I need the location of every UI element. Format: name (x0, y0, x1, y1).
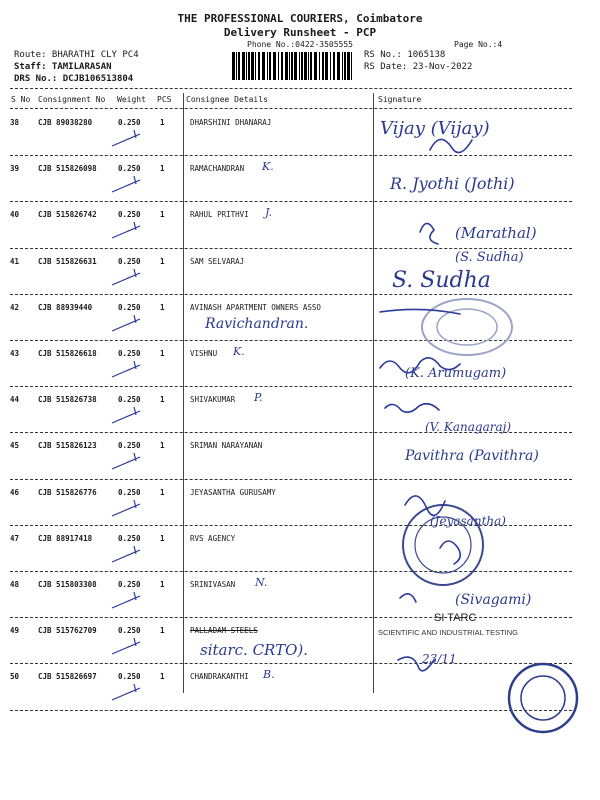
row-sno: 39 (10, 164, 20, 174)
row-consignee: RVS AGENCY (190, 533, 236, 543)
handwritten-signature: S. Sudha (392, 268, 491, 293)
company-title: THE PROFESSIONAL COURIERS, Coimbatore (177, 12, 423, 25)
row-consignment-no: CJB 515826098 (38, 164, 97, 174)
handwritten-signature: (Jeyasantha) (430, 514, 506, 528)
row-consignment-no: CJB 515803308 (38, 580, 97, 589)
row-sno: 47 (10, 533, 20, 543)
handwritten-date: 23/11 (422, 652, 457, 666)
row-consignee: RAMACHANDRAN (190, 164, 245, 174)
row-pcs: 1 (160, 349, 165, 358)
document-subtitle: Delivery Runsheet - PCP (223, 26, 377, 39)
row-pcs: 1 (160, 164, 165, 174)
row-consignee: SAM SELVARAJ (190, 256, 245, 266)
row-sno: 44 (10, 395, 20, 405)
row-consignment-no: CJB 515762709 (38, 626, 97, 636)
col-weight: Weight (117, 95, 146, 104)
handwritten-signature: (Sivagami) (455, 592, 532, 608)
row-sno: 45 (10, 441, 20, 451)
company-stamp-line: SCIENTIFIC AND INDUSTRIAL TESTING (378, 628, 519, 637)
col-consignee: Consignee Details (186, 95, 268, 104)
handwritten-signature: (V. Kanagaraj) (425, 420, 512, 434)
row-sno: 43 (10, 349, 20, 358)
row-sno: 41 (10, 256, 20, 266)
row-weight: 0.250 (118, 626, 141, 636)
row-consignment-no: CJB 515826738 (38, 395, 97, 405)
row-weight: 0.250 (118, 441, 141, 451)
row-pcs: 1 (160, 533, 165, 543)
row-consignee: SRINIVASAN (190, 580, 236, 589)
col-signature: Signature (378, 95, 422, 104)
col-consignment: Consignment No (38, 95, 106, 104)
handwritten-initial: K. (262, 160, 274, 173)
row-weight: 0.250 (118, 487, 141, 497)
row-sno: 50 (10, 672, 20, 682)
row-consignee: AVINASH APARTMENT OWNERS ASSO (190, 302, 321, 312)
handwritten-note: sitarc. CRTO). (200, 641, 309, 659)
row-consignee: CHANDRAKANTHI (190, 672, 249, 682)
row-pcs: 1 (160, 302, 165, 312)
company-stamp-name: SI TARC (434, 612, 477, 624)
row-weight: 0.250 (118, 256, 141, 266)
row-weight: 0.250 (118, 210, 141, 220)
col-sno: S No (11, 95, 31, 104)
row-consignment-no: CJB 89038280 (38, 118, 93, 127)
handwritten-signature: Pavithra (Pavithra) (405, 448, 539, 464)
handwritten-signature: (Marathal) (455, 224, 537, 242)
row-consignee: JEYASANTHA GURUSAMY (190, 487, 276, 497)
row-consignee: SRIMAN NARAYANAN (190, 441, 263, 451)
row-sno: 46 (10, 487, 20, 497)
row-consignment-no: CJB 88917418 (38, 533, 93, 543)
row-consignment-no: CJB 515826123 (38, 441, 97, 451)
staff: Staff: TAMILARASAN (14, 62, 112, 72)
row-sno: 40 (10, 210, 20, 220)
handwritten-signature: R. Jyothi (Jothi) (390, 174, 515, 193)
handwritten-initial: J. (265, 206, 273, 219)
row-consignee: RAHUL PRITHVI (190, 210, 249, 220)
rs-number: RS No.: 1065138 (364, 50, 446, 60)
row-weight: 0.250 (118, 164, 141, 174)
row-consignment-no: CJB 515826776 (38, 487, 97, 497)
row-consignment-no: CJB 88939440 (38, 302, 93, 312)
rs-date: RS Date: 23-Nov-2022 (364, 62, 473, 72)
row-consignment-no: CJB 515826631 (38, 256, 97, 266)
row-consignee: VISHNU (190, 349, 218, 358)
row-consignee: SHIVAKUMAR (190, 395, 236, 405)
handwritten-initial: P. (254, 391, 263, 404)
row-sno: 42 (10, 302, 20, 312)
row-pcs: 1 (160, 118, 165, 127)
handwritten-note: Ravichandran. (205, 316, 309, 332)
row-sno: 38 (10, 118, 20, 127)
row-pcs: 1 (160, 441, 165, 451)
row-weight: 0.250 (118, 580, 141, 589)
drs-number: DRS No.: DCJB106513804 (14, 74, 134, 84)
row-pcs: 1 (160, 395, 165, 405)
handwritten-initial: B. (263, 668, 275, 681)
handwritten-signature: (S. Sudha) (455, 250, 524, 265)
row-consignment-no: CJB 515826742 (38, 210, 97, 220)
row-consignee: PALLADAM STEELS (190, 626, 258, 636)
row-weight: 0.250 (118, 533, 141, 543)
handwritten-initial: K. (233, 345, 245, 358)
handwritten-initial: N. (255, 576, 268, 589)
row-pcs: 1 (160, 580, 165, 589)
row-consignment-no: CJB 515826697 (38, 672, 97, 682)
row-sno: 48 (10, 580, 20, 589)
row-consignee: DHARSHINI DHANARAJ (190, 118, 272, 127)
row-pcs: 1 (160, 487, 165, 497)
row-sno: 49 (10, 626, 20, 636)
row-pcs: 1 (160, 672, 165, 682)
row-weight: 0.250 (118, 349, 141, 358)
row-weight: 0.250 (118, 395, 141, 405)
row-weight: 0.250 (118, 302, 141, 312)
col-pcs: PCS (157, 95, 172, 104)
row-weight: 0.250 (118, 118, 141, 127)
phone-number: Phone No.:0422-3505555 (247, 40, 353, 49)
handwritten-signature: (K. Arumugam) (405, 366, 507, 381)
row-pcs: 1 (160, 626, 165, 636)
row-pcs: 1 (160, 256, 165, 266)
page-number: Page No.:4 (454, 40, 503, 49)
row-consignment-no: CJB 515826618 (38, 349, 97, 358)
row-weight: 0.250 (118, 672, 141, 682)
row-pcs: 1 (160, 210, 165, 220)
handwritten-signature: Vijay (Vijay) (380, 118, 490, 139)
route: Route: BHARATHI CLY PC4 (14, 50, 139, 60)
